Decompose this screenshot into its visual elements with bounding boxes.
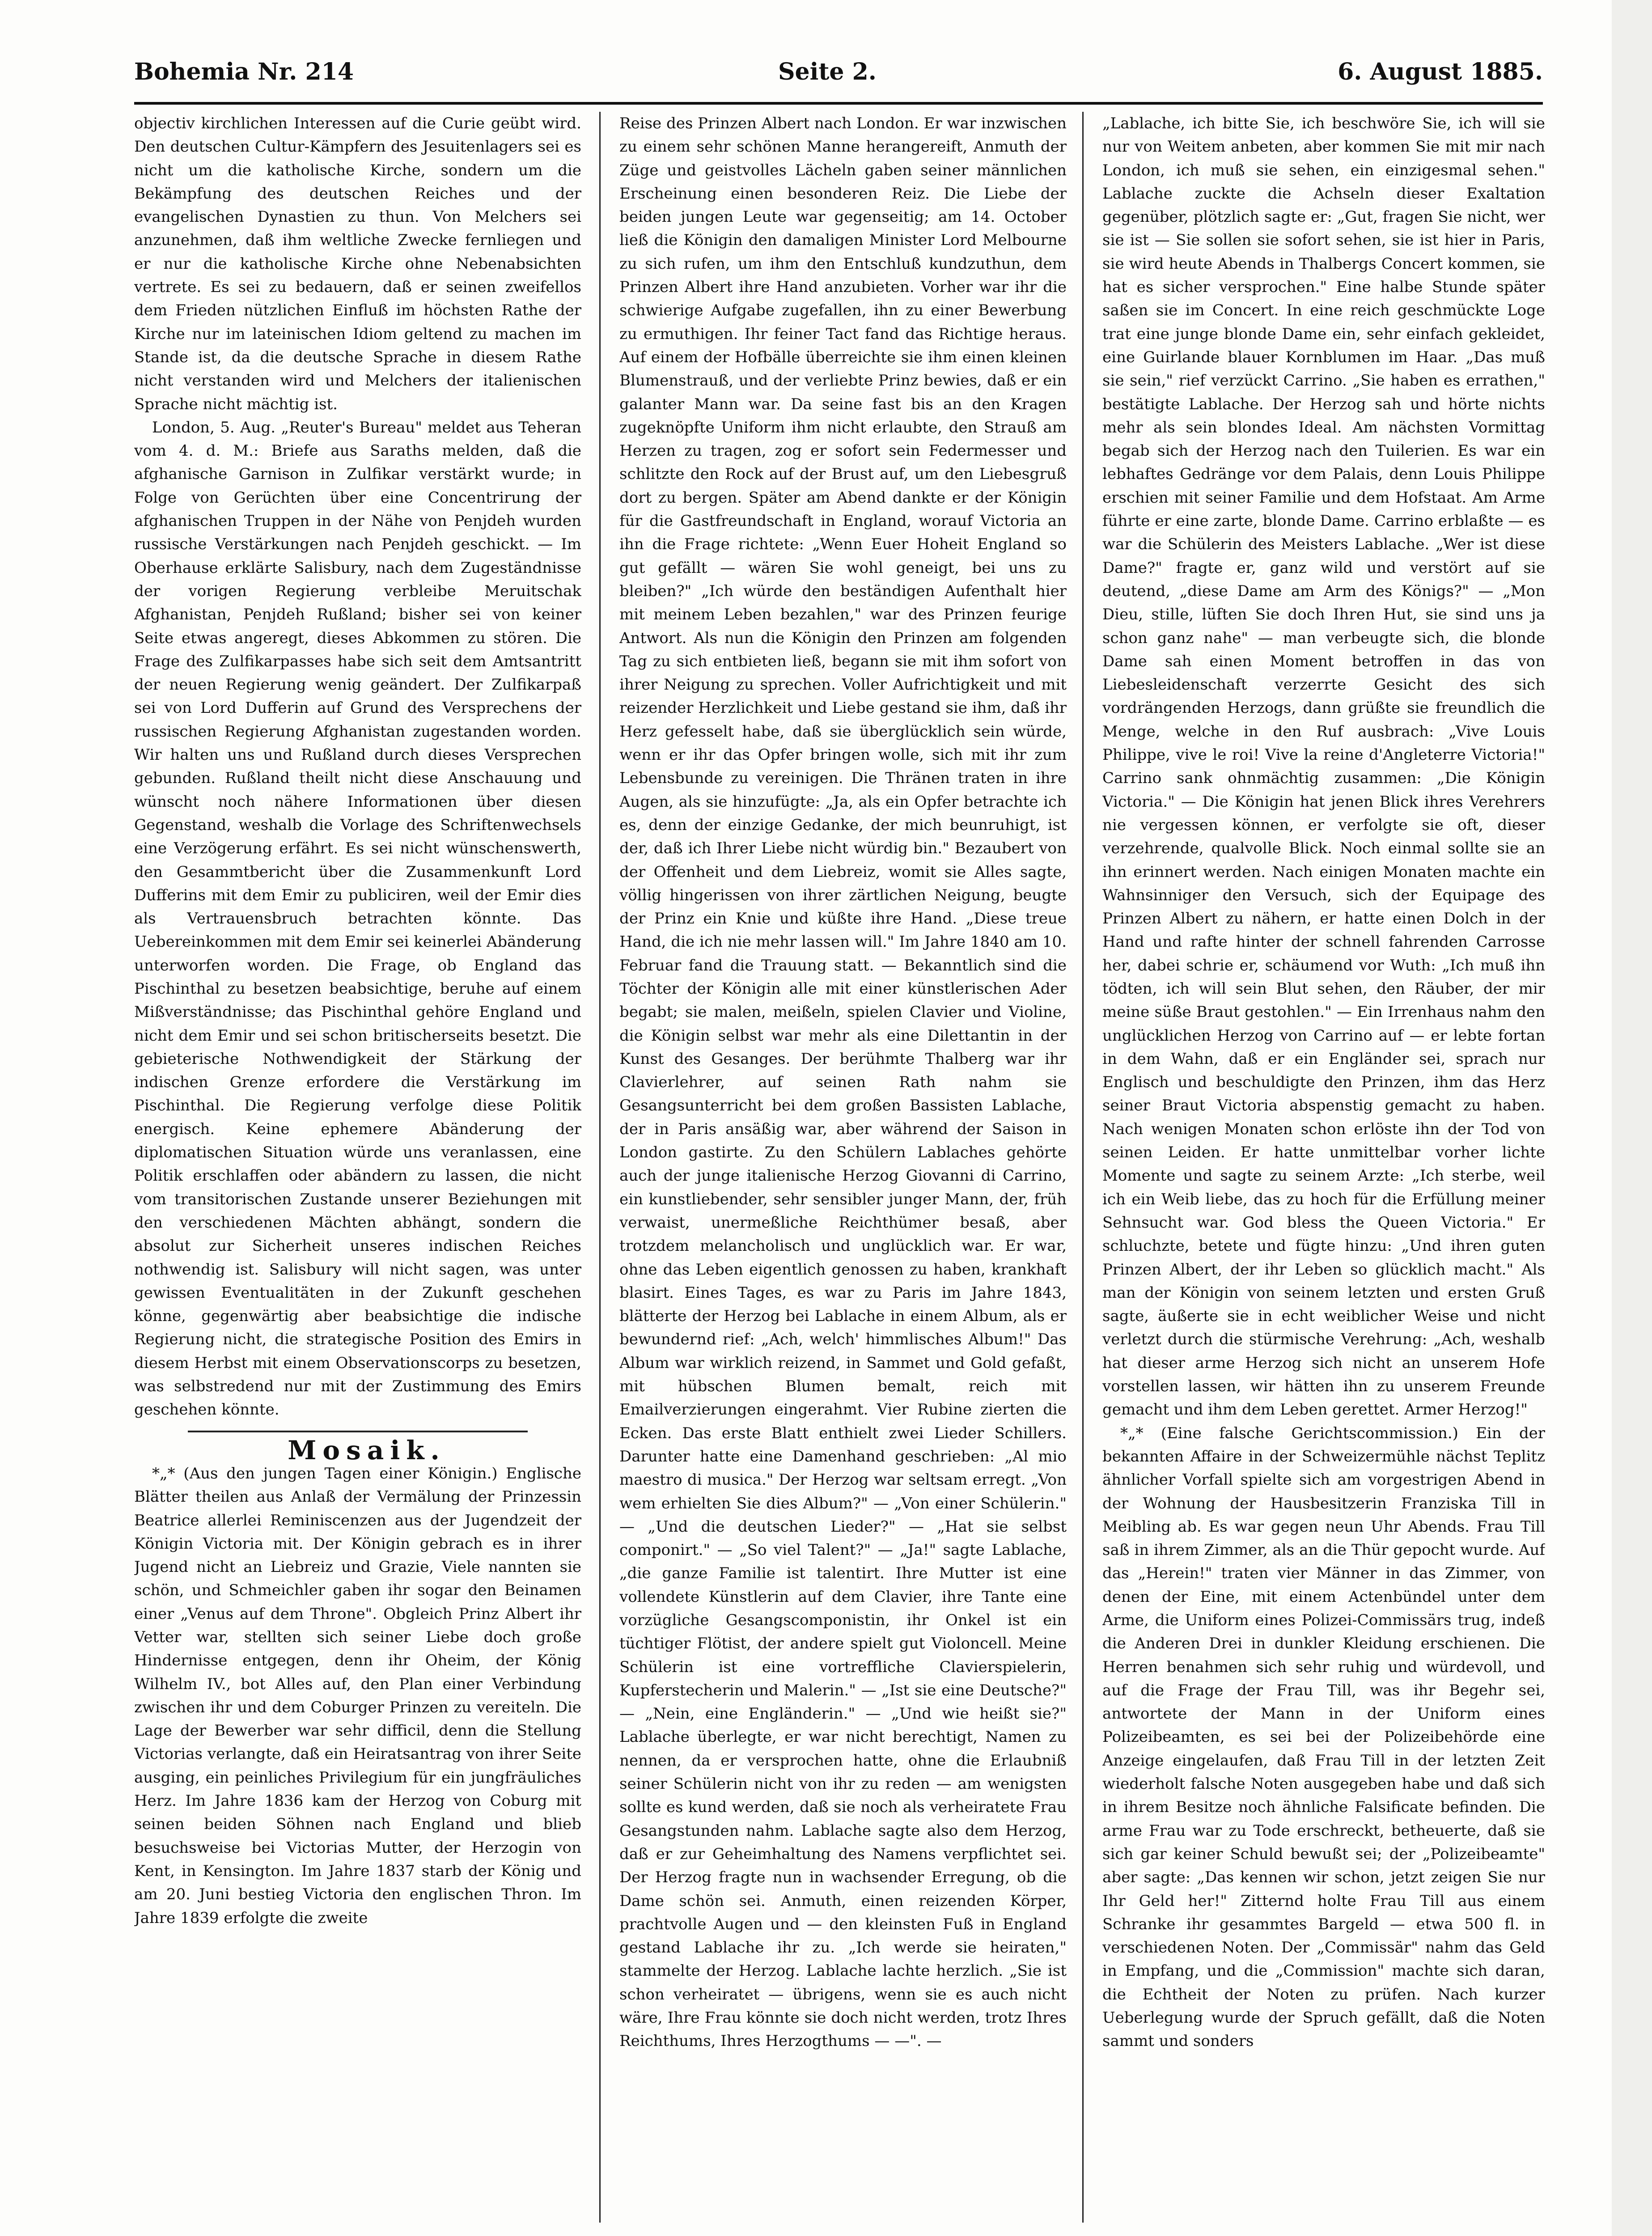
article-queen-youth-end: „Lablache, ich bitte Sie, ich beschwöre Sie, ich will sie nur von Weitem anbeten, aber kommen Sie mit mir nach London, ich muß sie sehen, ein einzigesmal sehen." Lablache zuckte die Achseln dieser Exaltation gegenüber, plötzlich sagte er: „Gut, fragen Sie nicht, wer sie ist — Sie sollen sie sofort sehen, sie ist hier in Paris, sie wird heute Abends in Thalbergs Concert kommen, sie hat es sicher versprochen." Eine halbe Stunde später saßen sie im Concert. In eine reich geschmückte Loge trat eine junge blonde Dame ein, sehr einfach gekleidet, eine Guirlande blauer Kornblumen im Haar. „Das muß sie sein," rief verzückt Carrino. „Sie haben es errathen," bestätigte Lablache. Der Herzog sah und hörte nichts mehr als sein blondes Ideal. Am nächsten Vormittag begab sich der Herzog nach den Tuilerien. Es war ein lebhaftes Gedränge vor dem Palais, denn Louis Philippe erschien mit seiner Familie und dem Hofstaat. Am Arme führte er eine zarte, blonde Dame. Carrino erblaßte — es war die Schülerin des Meisters Lablache. „Wer ist diese Dame?" fragte er, ganz wild und verstört auf sie deutend, „diese Dame am Arm des Königs?" — „Mon Dieu, stille, lüften Sie doch Ihren Hut, sie sind uns ja schon ganz nahe" — man verbeugte sich, die blonde Dame sah einen Moment betroffen in das von Liebesleidenschaft verzerrte Gesicht des sich vordrängenden Herzogs, dann grüßte sie freundlich die Menge, welche in den Ruf ausbrach: „Vive Louis Philippe, vive le roi! Vive la reine d'Angleterre Victoria!" Carrino sank ohnmächtig zusammen: „Die Königin Victoria." — Die Königin hat jenen Blick ihres Verehrers nie vergessen können, er verfolgte sie oft, dieser verzehrende, qualvolle Blick. Noch einmal sollte sie an ihn erinnert werden. Nach einigen Monaten machte ein Wahnsinniger den Versuch, sich der Equipage des Prinzen Albert zu nähern, er hatte einen Dolch in der Hand und rafte hinter der schnell fahrenden Carrosse her, dabei schrie er, schäumend vor Wuth: „Ich muß ihn tödten, ich will sein Blut sehen, den Räuber, der mir meine süße Braut gestohlen." — Ein Irrenhaus nahm den unglücklichen Herzog von Carrino auf — er lebte fortan in dem Wahn, daß er ein Engländer sei, sprach nur Englisch und beschuldigte den Prinzen, ihm das Herz seiner Braut Victoria abspenstig gemacht zu haben. Nach wenigen Monaten schon erlöste ihn der Tod von seinen Leiden. Er hatte unmittelbar vorher lichte Momente und sagte zu seinem Arzte: „Ich sterbe, weil ich ein Weib liebe, das zu hoch für die Erfüllung meiner Sehnsucht war. God bless the Queen Victoria." Er schluchzte, betete und fügte hinzu: „Und ihren guten Prinzen Albert, der ihr Leben so glücklich macht." Als man der Königin von seinem letzten und ersten Gruß sagte, äußerte sie in echt weiblicher Weise und nicht verletzt durch die stürmische Verehrung: „Ach, weshalb hat dieser arme Herzog sich nicht an unserem Hofe vorstellen lassen, wir hätten ihn zu unserem Freunde gemacht und ihm dem Leben gerettet. Armer Herzog!" [1102, 114, 1545, 1419]
article-queen-youth: *„* (Aus den jungen Tagen einer Königin.) Englische Blätter theilen aus Anlaß der Vermälung der Prinzessin Beatrice allerlei Reminiscenzen aus der Jugendzeit der Königin Victoria mit. Der Königin gebrach es in ihrer Jugend nicht an Liebreiz und Grazie, Viele nannten sie schön, und Schmeichler gaben ihr sogar den Beinamen einer „Venus auf dem Throne". Obgleich Prinz Albert ihr Vetter war, stellten sich seiner Liebe doch große Hindernisse entgegen, denn ihr Oheim, der König Wilhelm IV., bot Alles auf, den Plan einer Verbindung zwischen ihr und dem Coburger Prinzen zu vereiteln. Die Lage der Bewerber war sehr difficil, denn die Stellung Victorias verlangte, daß ein Heiratsantrag von ihrer Seite ausging, ein peinliches Privilegium für ein jungfräuliches Herz. Im Jahre 1836 kam der Herzog von Coburg mit seinen beiden Söhnen nach England und blieb besuchsweise bei Victorias Mutter, der Herzogin von Kent, in Kensington. Im Jahre 1837 starb der König und am 20. Juni bestieg Victoria den englischen Thron. Im Jahre 1839 erfolgte die zweite [134, 1464, 581, 1927]
column-divider-1 [599, 112, 601, 2223]
column-2 [619, 112, 1067, 2223]
article-false-commission: *„* (Eine falsche Gerichtscommission.) Ein der bekannten Affaire in der Schweizermühle nächst Teplitz ähnlicher Vorfall spielte sich am vorgestrigen Abend in der Wohnung der Hausbesitzerin Franziska Till in Meibling ab. Es war gegen neun Uhr Abends. Frau Till saß in ihrem Zimmer, als an die Thür gepocht wurde. Auf das „Herein!" traten vier Männer in das Zimmer, von denen der Eine, mit einem Actenbündel unter dem Arme, die Uniform eines Polizei-Commissärs trug, indeß die Anderen Drei in dunkler Kleidung erschienen. Die Herren benahmen sich sehr ruhig und würdevoll, und auf die Frage der Frau Till, was ihr Begehr sei, antwortete der Mann in der Uniform eines Polizeibeamten, es sei bei der Polizeibehörde eine Anzeige eingelaufen, daß Frau Till in der letzten Zeit wiederholt falsche Noten ausgegeben habe und daß sich in ihrem Besitze noch ähnliche Falsificate befinden. Die arme Frau war zu Tode erschreckt, betheuerte, daß sie sich gar keiner Schuld bewußt sei; der „Polizeibeamte" aber sagte: „Das kennen wir schon, jetzt zeigen Sie nur Ihr Geld her!" Zitternd holte Frau Till aus einem Schranke ihr gesammtes Bargeld — etwa 500 fl. in verschiedenen Noten. Der „Commissär" nahm das Geld in Empfang, und die „Commission" machte sich daran, die Echtheit der Noten zu prüfen. Nach kurzer Ueberlegung wurde der Spruch gefällt, daß die Noten sammt und sonders [1102, 1424, 1545, 2050]
section-rule [188, 1431, 528, 1432]
column-1 [134, 112, 581, 2223]
section-title-mosaik: Mosaik. [288, 1435, 446, 1465]
article-queen-youth-continued: Reise des Prinzen Albert nach London. Er war inzwischen zu einem sehr schönen Manne herangereift, Anmuth der Züge und geistvolles Lächeln gaben seiner männlichen Erscheinung einen besonderen Reiz. Die Liebe der beiden jungen Leute war gegenseitig; am 14. October ließ die Königin den damaligen Minister Lord Melbourne zu sich rufen, um ihm den Entschluß kundzuthun, dem Prinzen Albert ihre Hand anzubieten. Vorher war ihr die schwierige Aufgabe zugefallen, ihn zu einer Bewerbung zu ermuthigen. Ihr feiner Tact fand das Richtige heraus. Auf einem der Hofbälle überreichte sie ihm einen kleinen Blumenstrauß, und der verliebte Prinz bewies, daß er ein galanter Mann war. Da seine fast bis an den Kragen zugeknöpfte Uniform ihm nicht erlaubte, den Strauß am Herzen zu tragen, zog er sofort sein Federmesser und schlitzte den Rock auf der Brust auf, um den Liebesgruß dort zu bergen. Später am Abend dankte er der Königin für die Gastfreundschaft in England, worauf Victoria an ihn die Frage richtete: „Wenn Euer Hoheit England so gut gefällt — wären Sie wohl geneigt, bei uns zu bleiben?" „Ich würde den beständigen Aufenthalt hier mit meinem Leben bezahlen," war des Prinzen feurige Antwort. Als nun die Königin den Prinzen am folgenden Tag zu sich entbieten ließ, begann sie mit ihm sofort von ihrer Neigung zu sprechen. Voller Aufrichtigkeit und mit reizender Herzlichkeit und Liebe gestand sie ihm, daß ihr Herz gefesselt habe, daß sie überglücklich sein würde, wenn er ihr das Opfer bringen wolle, sich mit ihr zum Lebensbunde zu vereinigen. Die Thränen traten in ihre Augen, als sie hinzufügte: „Ja, als ein Opfer betrachte ich es, denn der einzige Gedanke, der mich beunruhigt, ist der, daß ich Ihrer Liebe nicht würdig bin." Bezaubert von der Offenheit und dem Liebreiz, womit sie Alles sagte, völlig hingerissen von ihrer zärtlichen Neigung, beugte der Prinz ein Knie und küßte ihre Hand. „Diese treue Hand, die ich nie mehr lassen will." Im Jahre 1840 am 10. Februar fand die Trauung statt. — Bekanntlich sind die Töchter der Königin alle mit einer künstlerischen Ader begabt; sie malen, meißeln, spielen Clavier und Violine, die Königin selbst war mehr als eine Dilettantin in der Kunst des Gesanges. Der berühmte Thalberg war ihr Clavierlehrer, auf seinen Rath nahm sie Gesangsunterricht bei dem großen Bassisten Lablache, der in Paris ansäßig war, aber während der Saison in London gastirte. Zu den Schülern Lablaches gehörte auch der junge italienische Herzog Giovanni di Carrino, ein kunstliebender, sehr sensibler junger Mann, der, früh verwaist, unermeßliche Reichthümer besaß, aber trotzdem melancholisch und unglücklich war. Er war, ohne das Leben eigentlich genossen zu haben, krankhaft blasirt. Eines Tages, es war zu Paris im Jahre 1843, blätterte der Herzog bei Lablache in einem Album, als er bewundernd rief: „Ach, welch' himmlisches Album!" Das Album war wirklich reizend, in Sammet und Gold gefaßt, mit hübschen Blumen bemalt, reich mit Emailverzierungen eingerahmt. Vier Rubine zierten die Ecken. Das erste Blatt enthielt zwei Lieder Schillers. Darunter hatte eine Damenhand geschrieben: „Al mio maestro di musica." Der Herzog war seltsam erregt. „Von wem erhielten Sie dies Album?" — „Von einer Schülerin." — „Und die deutschen Lieder?" — „Hat sie selbst componirt." — „So viel Talent?" — „Ja!" sagte Lablache, „die ganze Familie ist talentirt. Ihre Mutter ist eine vollendete Künstlerin auf dem Clavier, ihre Tante eine vorzügliche Gesangscomponistin, ihr Onkel ist ein tüchtiger Flötist, der andere spielt gut Violoncell. Meine Schülerin ist eine vortreffliche Clavierspielerin, Kupferstecherin und Malerin." — „Ist sie eine Deutsche?" — „Nein, eine Engländerin." — „Und wie heißt sie?" Lablache überlegte, er war nicht berechtigt, Namen zu nennen, da er versprochen hatte, ohne die Erlaubniß seiner Schülerin nicht von ihr zu reden — am wenigsten sollte es kund werden, daß sie noch als verheiratete Frau Gesangstunden nahm. Lablache sagte also dem Herzog, daß er zur Geheimhaltung des Namens verpflichtet sei. Der Herzog fragte nun in wachsender Erregung, ob die Dame schön sei. Anmuth, einen reizenden Körper, prachtvolle Augen und — den kleinsten Fuß in England gestand Lablache ihr zu. „Ich werde sie heiraten," stammelte der Herzog. Lablache lachte herzlich. „Sie ist schon verheiratet — übrigens, wenn sie es auch nicht wäre, Ihre Frau könnte sie doch nicht werden, trotz Ihres Reichthums, Ihres Herzogthums — —". — [619, 114, 1067, 2050]
column-divider-2 [1082, 112, 1084, 2223]
page-header [134, 58, 1543, 98]
article-london-reuter: London, 5. Aug. „Reuter's Bureau" meldet aus Teheran vom 4. d. M.: Briefe aus Saraths melden, daß die afghanische Garnison in Zulfikar verstärkt wurde; in Folge von Gerüchten über eine Concentrirung der afghanischen Truppen in der Nähe von Penjdeh wurden russische Verstärkungen nach Penjdeh geschickt. — Im Oberhause erklärte Salisbury, nach dem Zugeständnisse der vorigen Regierung verbleibe Meruitschak Afghanistan, Penjdeh Rußland; bisher sei von keiner Seite etwas angeregt, dieses Abkommen zu stören. Die Frage des Zulfikarpasses habe sich seit dem Amtsantritt der neuen Regierung wenig geändert. Der Zulfikarpaß sei von Lord Dufferin auf Grund des Versprechens der russischen Regierung Afghanistan zugestanden worden. Wir halten uns und Rußland durch dieses Versprechen gebunden. Rußland theilt nicht diese Anschauung und wünscht noch nähere Informationen über diesen Gegenstand, weshalb die Vorlage des Schriftenwechsels eine Verzögerung erfährt. Es sei nicht wünschenswerth, den Gesammtbericht über die Zusammenkunft Lord Dufferins mit dem Emir zu publiciren, weil der Emir dies als Vertrauensbruch betrachten könnte. Das Uebereinkommen mit dem Emir sei keinerlei Abänderung unterworfen worden. Die Frage, ob England das Pischinthal zu besetzen beabsichtige, beruhe auf einem Mißverständnisse; das Pischinthal gehöre England und nicht dem Emir und sei schon britischerseits besetzt. Die gebieterische Nothwendigkeit der Stärkung der indischen Grenze erfordere die Verstärkung im Pischinthal. Die Regierung verfolge diese Politik energisch. Keine ephemere Abänderung der diplomatischen Situation würde uns veranlassen, eine Politik erschlaffen oder abändern zu lassen, die nicht vom transitorischen Zustande unserer Beziehungen mit den verschiedenen Mächten abhängt, sondern die absolut zur Sicherheit unseres indischen Reiches nothwendig ist. Salisbury will nicht sagen, was unter gewissen Eventualitäten in der Zukunft geschehen könne, gegenwärtig aber beabsichtige die indische Regierung nicht, die strategische Position des Emirs in diesem Herbst mit einem Observationscorps zu besetzen, was selbstredend nur mit der Zustimmung des Emirs geschehen könnte. [134, 418, 581, 1419]
column-3 [1102, 112, 1545, 2223]
header-rule [134, 102, 1543, 105]
masthead-issue: Bohemia Nr. 214 [134, 58, 354, 85]
page-edge-shadow [1612, 0, 1652, 2236]
issue-date: 6. August 1885. [1338, 58, 1543, 85]
article-curie-continuation: objectiv kirchlichen Interessen auf die Curie geübt wird. Den deutschen Cultur-Kämpfern des Jesuitenlagers sei es nicht um die katholische Kirche, sondern um die Bekämpfung des deutschen Reiches und der evangelischen Dynastien zu thun. Von Melchers sei anzunehmen, daß ihm weltliche Zwecke fernliegen und er nur die katholische Kirche ohne Nebenabsichten vertrete. Es sei zu bedauern, daß er seinen zweifellos dem Frieden nützlichen Einfluß im höchsten Rathe der Kirche nur im lateinischen Idiom geltend zu machen im Stande ist, da die deutsche Sprache in diesem Rathe nicht verstanden wird und Melchers der italienischen Sprache nicht mächtig ist. [134, 114, 581, 413]
page-number: Seite 2. [778, 58, 877, 85]
